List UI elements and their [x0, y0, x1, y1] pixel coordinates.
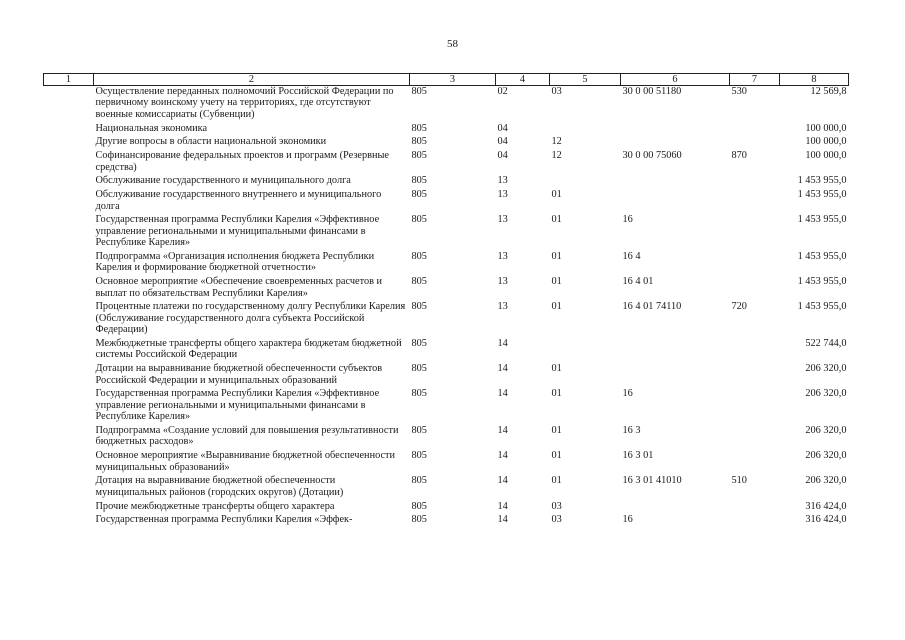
cell-admin: 805 — [411, 150, 427, 162]
cell-csr: 30 0 00 51180 — [622, 86, 682, 97]
cell-sum: 522 744,0 — [805, 338, 847, 350]
cell-vr — [730, 136, 780, 150]
cell-admin: 805 — [411, 214, 427, 226]
cell-vr — [730, 175, 780, 189]
cell-subsection: 03 — [551, 514, 562, 526]
table-row — [44, 363, 849, 388]
cell-csr — [621, 136, 730, 150]
cell-admin: 805 — [411, 189, 427, 201]
cell-empty — [44, 363, 94, 388]
cell-name: Прочие межбюджетные трансферты общего характера — [95, 500, 335, 512]
cell-empty — [44, 150, 94, 175]
table-row — [44, 251, 849, 276]
table-row — [44, 214, 849, 251]
cell-admin: 805 — [411, 388, 427, 400]
column-header: 4 — [496, 74, 550, 86]
cell-admin: 805 — [411, 276, 427, 288]
cell-name: Основное мероприятие «Выравнивание бюджетной обеспеченности муниципальных образований» — [95, 450, 396, 473]
cell-section: 04 — [497, 150, 508, 162]
cell-name: Подпрограмма «Создание условий для повышения результативности бюджетных расходов» — [95, 425, 399, 448]
cell-section: 13 — [497, 189, 508, 201]
cell-sum: 1 453 955,0 — [797, 251, 847, 263]
column-header: 8 — [780, 74, 849, 86]
cell-section: 13 — [497, 276, 508, 288]
cell-subsection: 01 — [551, 251, 562, 263]
cell-vr: 530 — [731, 86, 747, 97]
cell-admin: 805 — [411, 450, 427, 462]
cell-sum: 1 453 955,0 — [797, 175, 847, 187]
column-header: 5 — [550, 74, 621, 86]
cell-empty — [44, 276, 94, 301]
cell-csr: 16 — [622, 514, 633, 526]
table-row — [44, 338, 849, 363]
table-header-row — [44, 74, 849, 86]
cell-vr — [730, 276, 780, 301]
cell-empty — [44, 301, 94, 338]
column-header: 1 — [44, 74, 94, 86]
cell-name: Осуществление переданных полномочий Российской Федерации по первичному воинскому учету на территориях, где отсутствуют военные комиссариаты (Субвенции) — [95, 86, 394, 120]
cell-empty — [44, 123, 94, 137]
table-row — [44, 475, 849, 500]
table-row — [44, 136, 849, 150]
table-row — [44, 150, 849, 175]
cell-section: 14 — [497, 500, 508, 512]
cell-section: 13 — [497, 301, 508, 313]
cell-subsection: 01 — [551, 363, 562, 375]
cell-csr: 16 3 01 — [622, 450, 654, 462]
cell-section: 14 — [497, 475, 508, 487]
cell-name: Межбюджетные трансферты общего характера бюджетам бюджетной системы Российской Федерации — [95, 338, 402, 361]
cell-sum: 1 453 955,0 — [797, 276, 847, 288]
cell-empty — [44, 136, 94, 150]
cell-admin: 805 — [411, 251, 427, 263]
cell-subsection: 03 — [551, 500, 562, 512]
cell-subsection: 12 — [551, 136, 562, 148]
cell-name: Другие вопросы в области национальной экономики — [95, 136, 327, 148]
cell-csr: 16 3 01 41010 — [622, 475, 682, 487]
column-header: 3 — [410, 74, 496, 86]
cell-name: Государственная программа Республики Карелия «Эффек- — [95, 514, 353, 526]
cell-subsection: 01 — [551, 475, 562, 487]
cell-csr — [621, 501, 730, 515]
cell-vr — [730, 501, 780, 515]
cell-empty — [44, 86, 94, 123]
cell-sum: 100 000,0 — [805, 122, 847, 134]
table-row — [44, 450, 849, 475]
cell-vr — [730, 514, 780, 528]
cell-name: Подпрограмма «Организация исполнения бюджета Республики Карелия и формирование бюджетной отчетности» — [95, 251, 375, 274]
cell-vr — [730, 363, 780, 388]
cell-section: 14 — [497, 425, 508, 437]
cell-section: 14 — [497, 450, 508, 462]
cell-name: Дотация на выравнивание бюджетной обеспеченности муниципальных районов (городских округов) (Дотации) — [95, 475, 344, 498]
cell-csr: 16 — [622, 214, 633, 226]
cell-name: Государственная программа Республики Карелия «Эффективное управление региональными и муниципальными финансами в Республике Карелия» — [95, 388, 380, 423]
cell-sum: 206 320,0 — [805, 475, 847, 487]
cell-section: 02 — [497, 86, 508, 97]
cell-empty — [44, 501, 94, 515]
cell-vr — [730, 123, 780, 137]
cell-sum: 206 320,0 — [805, 363, 847, 375]
cell-name: Обслуживание государственного и муниципального долга — [95, 175, 351, 187]
cell-empty — [44, 175, 94, 189]
cell-subsection: 12 — [551, 150, 562, 162]
cell-name: Дотации на выравнивание бюджетной обеспеченности субъектов Российской Федерации и муниципальных образований — [95, 363, 383, 386]
cell-subsection: 01 — [551, 189, 562, 201]
cell-admin: 805 — [411, 363, 427, 375]
table-row — [44, 123, 849, 137]
cell-admin: 805 — [411, 338, 427, 350]
cell-admin: 805 — [411, 425, 427, 437]
cell-section: 14 — [497, 514, 508, 526]
cell-sum: 206 320,0 — [805, 450, 847, 462]
table-row — [44, 189, 849, 214]
cell-admin: 805 — [411, 136, 427, 148]
cell-admin: 805 — [411, 514, 427, 526]
cell-section: 13 — [497, 175, 508, 187]
cell-csr: 16 — [622, 388, 633, 400]
cell-subsection: 01 — [551, 425, 562, 437]
cell-subsection: 01 — [551, 450, 562, 462]
cell-subsection — [550, 175, 621, 189]
cell-admin: 805 — [411, 86, 427, 97]
cell-section: 14 — [497, 338, 508, 350]
cell-admin: 805 — [411, 301, 427, 313]
table-row — [44, 301, 849, 338]
cell-csr — [621, 175, 730, 189]
cell-empty — [44, 425, 94, 450]
cell-vr — [730, 425, 780, 450]
cell-csr: 16 4 01 — [622, 276, 654, 288]
cell-name: Процентные платежи по государственному долгу Республики Карелия (Обслуживание государственного долга субъекта Российской Федерации) — [95, 301, 406, 336]
column-header: 6 — [621, 74, 730, 86]
cell-empty — [44, 338, 94, 363]
cell-sum: 1 453 955,0 — [797, 301, 847, 313]
cell-empty — [44, 450, 94, 475]
cell-vr: 870 — [731, 150, 747, 162]
table-body — [44, 86, 849, 529]
cell-sum: 1 453 955,0 — [797, 189, 847, 201]
cell-name: Национальная экономика — [95, 122, 208, 134]
cell-vr — [730, 214, 780, 251]
cell-sum: 316 424,0 — [805, 514, 847, 526]
cell-admin: 805 — [411, 175, 427, 187]
cell-empty — [44, 388, 94, 425]
cell-subsection — [550, 123, 621, 137]
cell-empty — [44, 514, 94, 528]
table-row — [44, 276, 849, 301]
table-row — [44, 425, 849, 450]
cell-csr — [621, 363, 730, 388]
cell-subsection: 01 — [551, 276, 562, 288]
cell-subsection — [550, 338, 621, 363]
cell-vr — [730, 251, 780, 276]
cell-empty — [44, 475, 94, 500]
cell-sum: 206 320,0 — [805, 425, 847, 437]
cell-csr: 30 0 00 75060 — [622, 150, 682, 162]
cell-name: Государственная программа Республики Карелия «Эффективное управление региональными и муниципальными финансами в Республике Карелия» — [95, 214, 380, 249]
cell-subsection: 01 — [551, 301, 562, 313]
cell-section: 14 — [497, 388, 508, 400]
budget-table — [43, 73, 849, 528]
cell-section: 13 — [497, 251, 508, 263]
cell-section: 04 — [497, 136, 508, 148]
cell-subsection: 01 — [551, 214, 562, 226]
cell-csr: 16 3 — [622, 425, 641, 437]
cell-sum: 206 320,0 — [805, 388, 847, 400]
table-row — [44, 388, 849, 425]
cell-csr — [621, 338, 730, 363]
cell-vr — [730, 450, 780, 475]
cell-name: Обслуживание государственного внутреннего и муниципального долга — [95, 189, 382, 212]
cell-csr — [621, 123, 730, 137]
cell-vr: 720 — [731, 301, 747, 313]
cell-sum: 1 453 955,0 — [797, 214, 847, 226]
cell-admin: 805 — [411, 122, 427, 134]
cell-empty — [44, 214, 94, 251]
cell-subsection: 03 — [551, 86, 562, 97]
cell-sum: 100 000,0 — [805, 136, 847, 148]
column-header: 7 — [730, 74, 780, 86]
page-number: 58 — [447, 38, 458, 50]
cell-subsection: 01 — [551, 388, 562, 400]
cell-vr: 510 — [731, 475, 747, 487]
cell-sum: 316 424,0 — [805, 500, 847, 512]
cell-admin: 805 — [411, 500, 427, 512]
column-header: 2 — [94, 74, 410, 86]
cell-name: Софинансирование федеральных проектов и программ (Резервные средства) — [95, 150, 389, 173]
cell-name: Основное мероприятие «Обеспечение своевременных расчетов и выплат по обязательствам Республики Карелия» — [95, 276, 383, 299]
table-row — [44, 175, 849, 189]
cell-sum: 12 569,8 — [810, 86, 847, 97]
cell-csr: 16 4 — [622, 251, 641, 263]
table-row — [44, 501, 849, 515]
cell-section: 13 — [497, 214, 508, 226]
table-row — [44, 86, 849, 123]
cell-vr — [730, 338, 780, 363]
cell-section: 14 — [497, 363, 508, 375]
cell-section: 04 — [497, 122, 508, 134]
table-row — [44, 514, 849, 528]
cell-csr: 16 4 01 74110 — [622, 301, 682, 313]
cell-vr — [730, 388, 780, 425]
cell-sum: 100 000,0 — [805, 150, 847, 162]
cell-empty — [44, 251, 94, 276]
cell-empty — [44, 189, 94, 214]
cell-csr — [621, 189, 730, 214]
cell-vr — [730, 189, 780, 214]
cell-admin: 805 — [411, 475, 427, 487]
